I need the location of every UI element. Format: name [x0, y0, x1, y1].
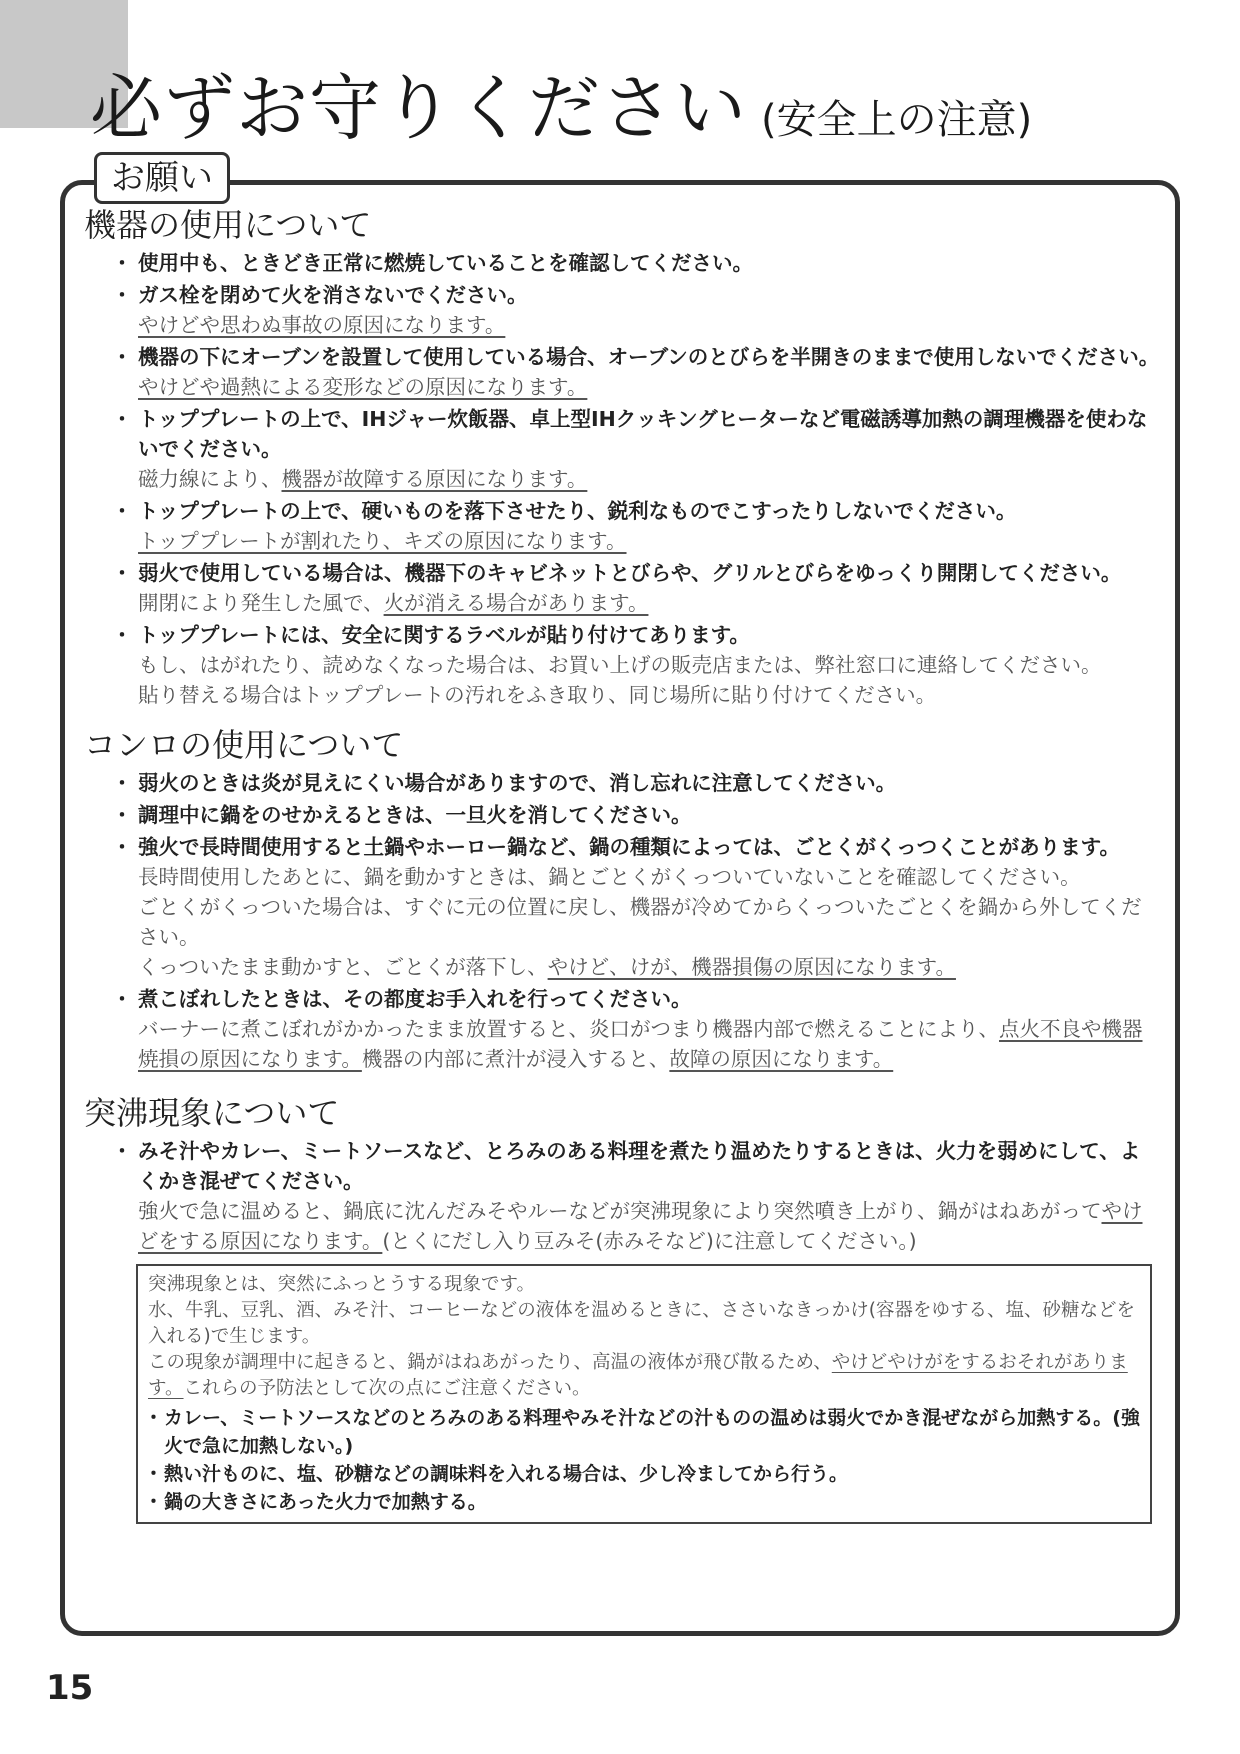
- section-device-usage: [84, 204, 1160, 710]
- note-text: (とくにだし入り豆みそ(赤みそなど)に注意してください。): [382, 1229, 917, 1253]
- list-item: [120, 832, 1160, 982]
- section-title: 突沸現象について: [84, 1094, 340, 1132]
- list-item: [120, 768, 1160, 798]
- page-title-subtitle: (安全上の注意): [761, 97, 1033, 143]
- warning-underlined: 機器が故障する原因になります。: [281, 467, 588, 491]
- item-lead: ・ 機器の下にオーブンを設置して使用している場合、オーブンのとびらを半開きのままで使用しないでください。: [138, 345, 1160, 369]
- prevention-item: ・ 鍋の大きさにあった火力で加熱する。: [148, 1488, 1142, 1516]
- item-lead: ・ 弱火のときは炎が見えにくい場合がありますので、消し忘れに注意してください。: [138, 771, 897, 795]
- note-text: これらの予防法として次の点にご注意ください。: [183, 1378, 591, 1399]
- warning-underlined: 故障の原因になります。: [669, 1047, 894, 1071]
- page-number: 15: [46, 1668, 94, 1708]
- item-note: [138, 1196, 1160, 1256]
- list-item: [120, 496, 1160, 556]
- item-lead: ・ ガス栓を閉めて火を消さないでください。: [138, 283, 528, 307]
- panel-content: [84, 204, 1160, 1538]
- section-stove-usage: [84, 724, 1160, 1074]
- list-item: [120, 342, 1160, 402]
- section-title: コンロの使用について: [84, 726, 404, 764]
- item-lead: ・ 調理中に鍋をのせかえるときは、一旦火を消してください。: [138, 803, 692, 827]
- item-note: [138, 526, 1160, 556]
- panel-label: お願い: [94, 152, 230, 204]
- item-note: [138, 1014, 1160, 1074]
- warning-underlined: やけど、けが、機器損傷の原因になります。: [547, 955, 956, 979]
- warning-underlined: トッププレートが割れたり、キズの原因になります。: [138, 529, 627, 553]
- warning-underlined: やけどや思わぬ事故の原因になります。: [138, 313, 506, 337]
- info-text: 水、牛乳、豆乳、酒、みそ汁、コーヒーなどの液体を温めるときに、ささいなきっかけ(容器をゆする、塩、砂糖などを入れる)で生じます。: [148, 1300, 1135, 1347]
- note-text: 開閉により発生した風で、: [138, 591, 384, 615]
- warning-underlined: やけどをする原因になります。: [138, 1199, 1143, 1253]
- note-text: 強火で急に温めると、鍋底に沈んだみそやルーなどが突沸現象により突然噴き上がり、鍋がはねあがって: [138, 1199, 1102, 1223]
- item-lead: ・ 使用中も、ときどき正常に燃焼していることを確認してください。: [138, 251, 753, 275]
- warning-underlined: 火が消える場合があります。: [383, 591, 649, 615]
- item-lead: ・ トッププレートの上で、硬いものを落下させたり、鋭利なものでこすったりしないでください。: [138, 499, 1017, 523]
- item-lead: ・ みそ汁やカレー、ミートソースなど、とろみのある料理を煮たり温めたりするときは、火力を弱めにして、よくかき混ぜてください。: [138, 1139, 1141, 1193]
- list-item: [120, 248, 1160, 278]
- warning-underlined: やけどや過熱による変形などの原因になります。: [138, 375, 588, 399]
- section-title: 機器の使用について: [84, 206, 372, 244]
- section-bumping: [84, 1092, 1160, 1524]
- item-note: [138, 952, 1160, 982]
- list-item: [120, 280, 1160, 340]
- item-lead: ・ トッププレートの上で、IHジャー炊飯器、卓上型IHクッキングヒーターなど電磁誘導加熱の調理機器を使わないでください。: [138, 407, 1148, 461]
- item-note: [138, 310, 1160, 340]
- item-note: ごとくがくっついた場合は、すぐに元の位置に戻し、機器が冷めてからくっついたごとくを鍋から外してください。: [138, 895, 1142, 949]
- prevention-item: ・ カレー、ミートソースなどのとろみのある料理やみそ汁などの汁ものの温めは弱火でかき混ぜながら加熱する。(強火で急に加熱しない。): [148, 1404, 1142, 1460]
- item-note: 長時間使用したあとに、鍋を動かすときは、鍋とごとくがくっついていないことを確認してください。: [138, 865, 1081, 889]
- warning-underlined: やけどやけがをするおそれがあります。: [148, 1352, 1128, 1399]
- item-lead: ・ 弱火で使用している場合は、機器下のキャビネットとびらや、グリルとびらをゆっくり開閉してください。: [138, 561, 1122, 585]
- prevention-item: ・ 熱い汁ものに、塩、砂糖などの調味料を入れる場合は、少し冷ましてから行う。: [148, 1460, 1142, 1488]
- warning-underlined: 点火不良や機器焼損の原因になります。: [138, 1017, 1143, 1071]
- note-text: くっついたまま動かすと、ごとくが落下し、: [138, 955, 548, 979]
- note-text: 機器の内部に煮汁が浸入すると、: [361, 1047, 670, 1071]
- item-note: 貼り替える場合はトッププレートの汚れをふき取り、同じ場所に貼り付けてください。: [138, 683, 937, 707]
- list-item: [120, 800, 1160, 830]
- list-item: [120, 1136, 1160, 1256]
- info-text: 突沸現象とは、突然にふっとうする現象です。: [148, 1274, 536, 1295]
- info-text: [148, 1350, 1142, 1402]
- list-item: [120, 620, 1160, 710]
- item-lead: ・ 煮こぼれしたときは、その都度お手入れを行ってください。: [138, 987, 692, 1011]
- bumping-info-box: [136, 1264, 1152, 1524]
- page-title-main: 必ずお守りください: [90, 66, 748, 150]
- note-text: バーナーに煮こぼれがかかったまま放置すると、炎口がつまり機器内部で燃えることにより、: [138, 1017, 999, 1041]
- page-title: [90, 50, 1032, 154]
- note-text: この現象が調理中に起きると、鍋がはねあがったり、高温の液体が飛び散るため、: [148, 1352, 832, 1373]
- list-item: [120, 984, 1160, 1074]
- note-text: 磁力線により、: [138, 467, 282, 491]
- list-item: [120, 558, 1160, 618]
- item-note: [138, 588, 1160, 618]
- item-note: [138, 372, 1160, 402]
- item-note: もし、はがれたり、読めなくなった場合は、お買い上げの販売店または、弊社窓口に連絡してください。: [138, 653, 1102, 677]
- item-lead: ・ 強火で長時間使用すると土鍋やホーロー鍋など、鍋の種類によっては、ごとくがくっつくことがあります。: [138, 835, 1120, 859]
- item-lead: ・ トッププレートには、安全に関するラベルが貼り付けてあります。: [138, 623, 750, 647]
- item-note: [138, 464, 1160, 494]
- list-item: [120, 404, 1160, 494]
